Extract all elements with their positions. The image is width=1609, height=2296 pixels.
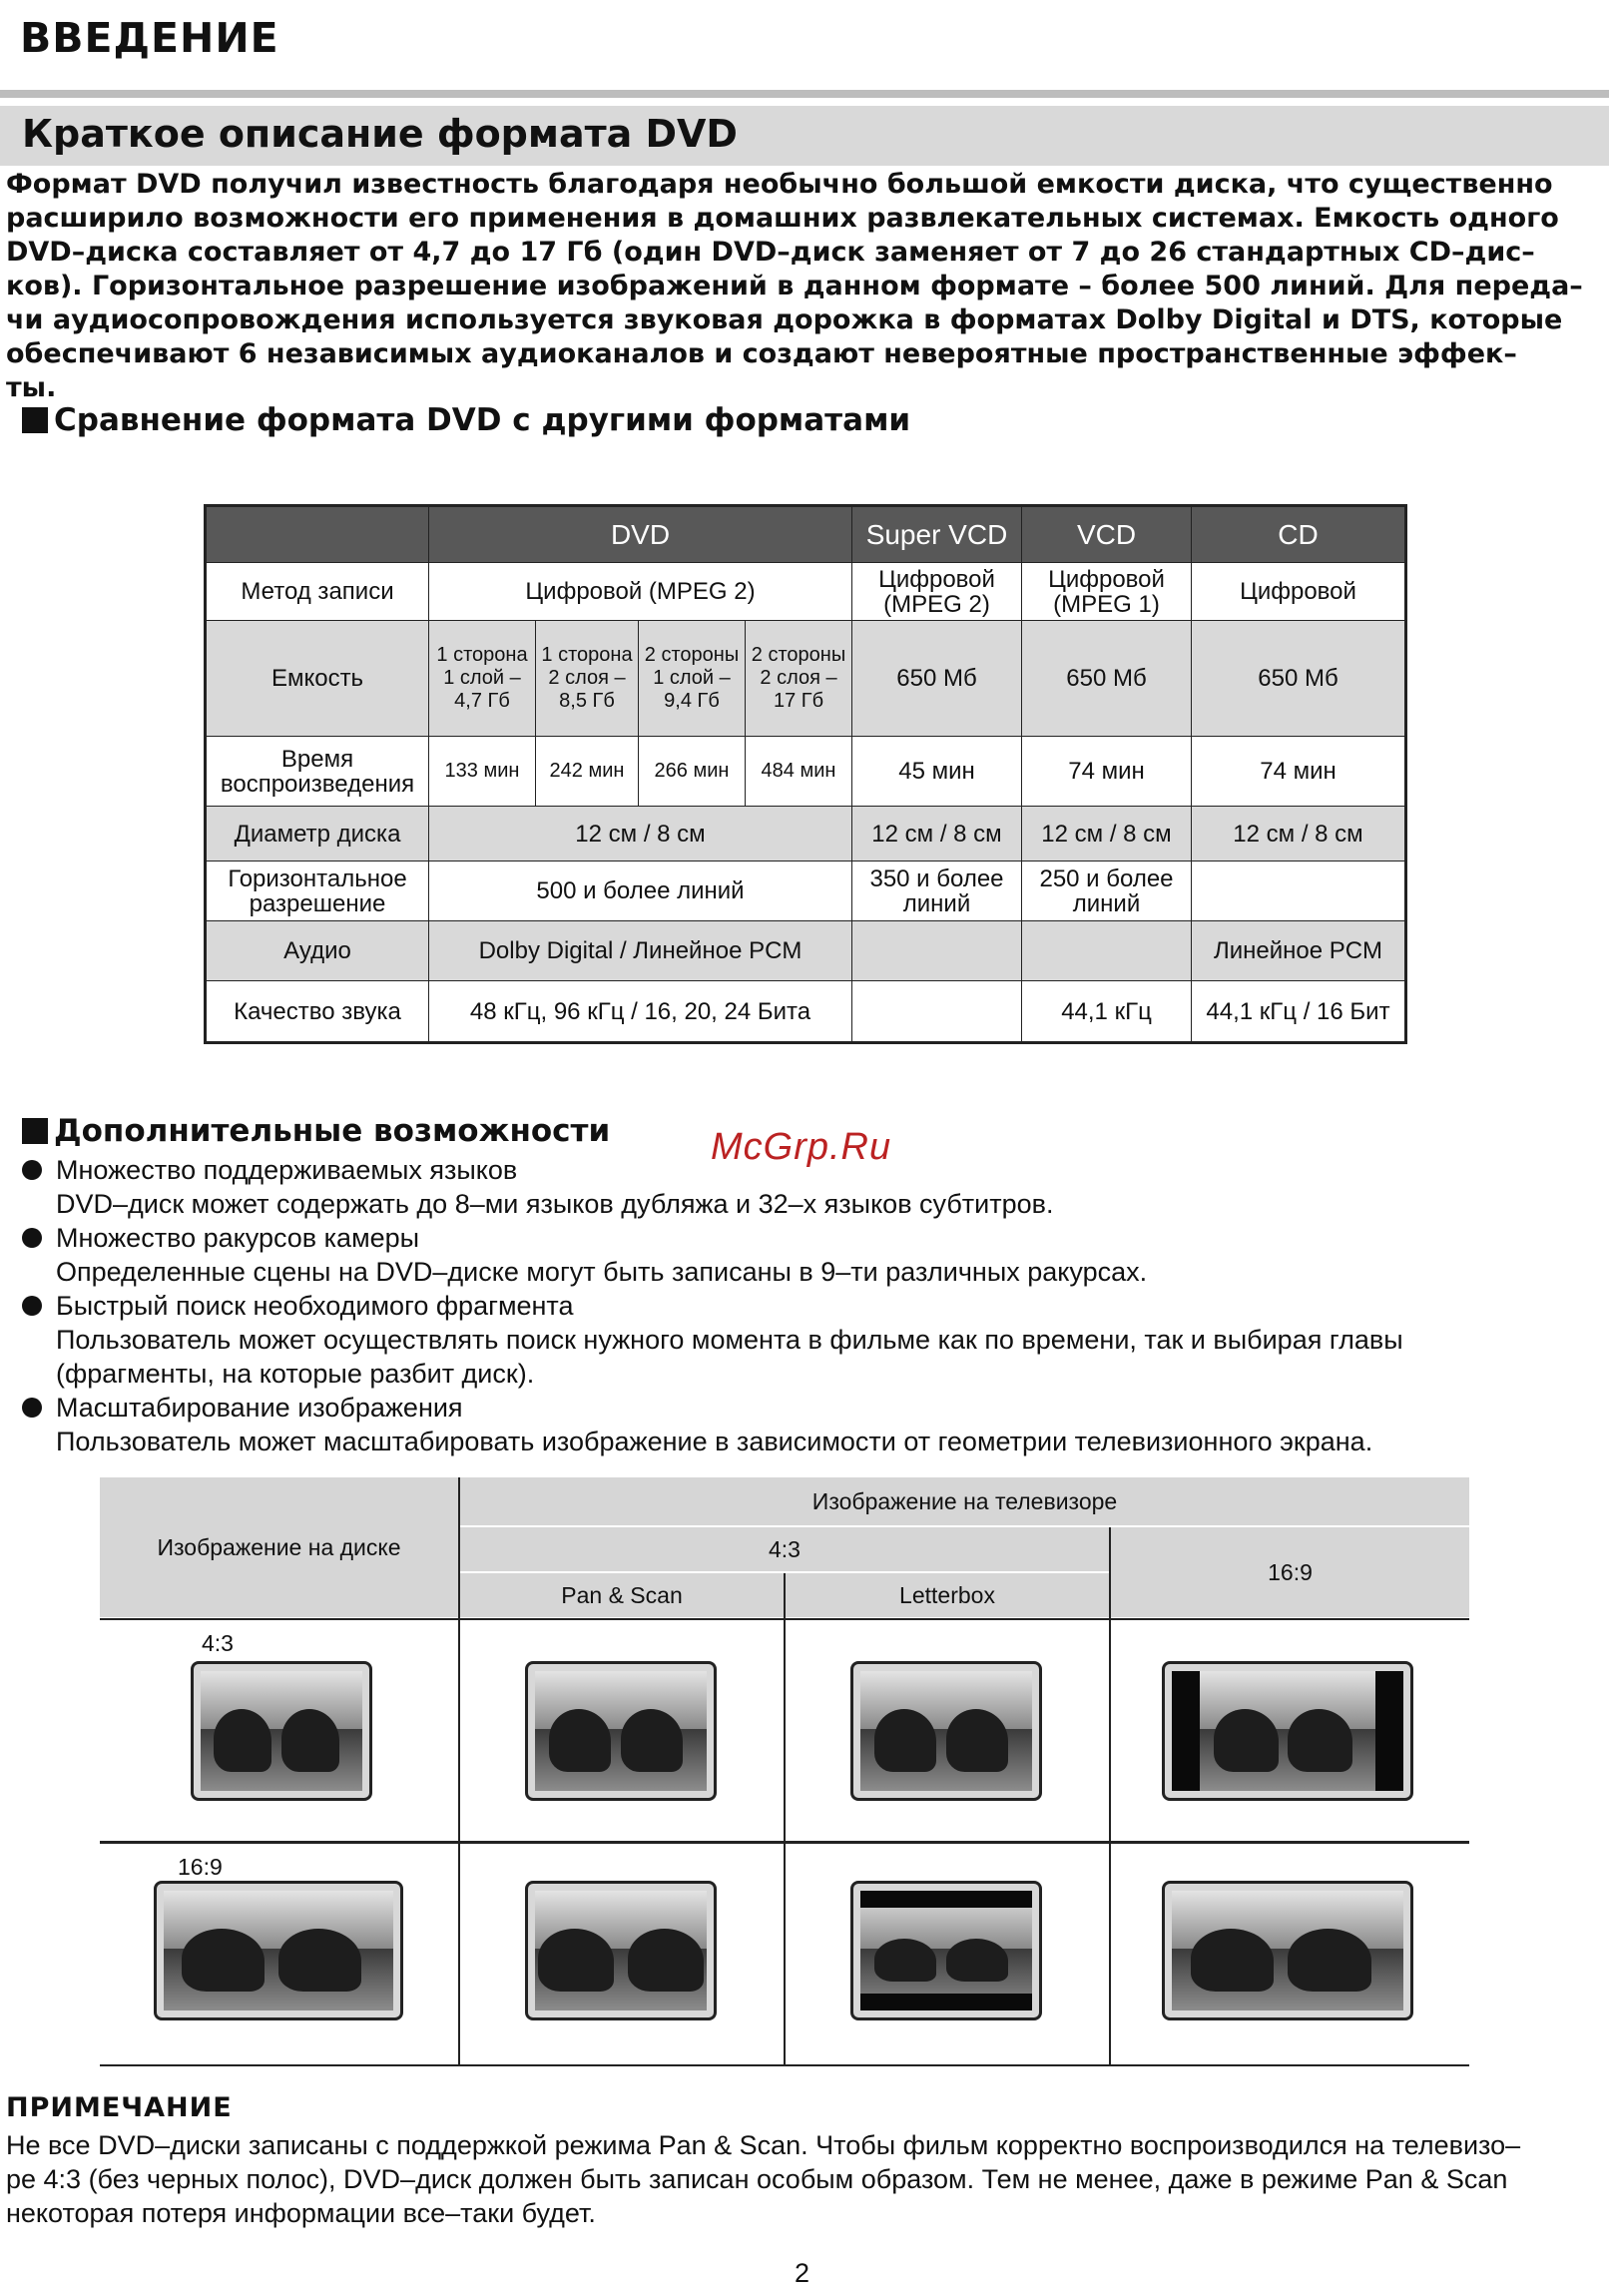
features-list bbox=[22, 1153, 1403, 1458]
list-item-desc: Пользователь может осуществлять поиск нужного момента в фильме как по времени, так и выбирая главы bbox=[56, 1325, 1403, 1355]
table-row bbox=[206, 621, 1406, 737]
square-bullet-icon bbox=[22, 407, 48, 433]
tv-image bbox=[850, 1661, 1042, 1801]
header-43: 4:3 bbox=[460, 1527, 1109, 1571]
divider bbox=[458, 1477, 460, 2066]
table-cell: 74 мин bbox=[1192, 737, 1406, 807]
table-cell bbox=[1022, 921, 1192, 981]
intro-line: чи аудиосопровождения используется звуковая дорожка в форматах Dolby Digital и DTS, которые bbox=[6, 304, 1563, 335]
row-label: Метод записи bbox=[206, 563, 429, 621]
table-row bbox=[206, 981, 1406, 1043]
table-cell: Цифровой (MPEG 1) bbox=[1022, 563, 1192, 621]
page-title: ВВЕДЕНИЕ bbox=[20, 14, 279, 62]
table-cell: 45 мин bbox=[852, 737, 1022, 807]
header-svcd: Super VCD bbox=[852, 506, 1022, 563]
header-disc-image: Изображение на диске bbox=[100, 1477, 458, 1617]
row-label: Аудио bbox=[206, 921, 429, 981]
table-cell: 500 и более линий bbox=[429, 861, 852, 921]
comparison-heading: Сравнение формата DVD с другими форматами bbox=[22, 402, 910, 438]
ratio-tag: 4:3 bbox=[202, 1630, 234, 1656]
header-letterbox: Letterbox bbox=[786, 1573, 1109, 1617]
table-row bbox=[206, 861, 1406, 921]
list-item-desc: (фрагменты, на которые разбит диск). bbox=[56, 1359, 535, 1389]
note-line: некоторая потеря информации все–таки будет. bbox=[6, 2198, 596, 2228]
table-cell: 44,1 кГц / 16 Бит bbox=[1192, 981, 1406, 1043]
table-cell: 133 мин bbox=[429, 737, 536, 807]
section-band bbox=[0, 106, 1609, 166]
table-cell: 74 мин bbox=[1022, 737, 1192, 807]
intro-line: расширило возможности его применения в домашних развлекательных системах. Емкость одного bbox=[6, 203, 1559, 234]
intro-paragraph bbox=[6, 168, 1603, 405]
bullet-icon bbox=[22, 1398, 42, 1418]
table-cell: 44,1 кГц bbox=[1022, 981, 1192, 1043]
tv-image bbox=[191, 1661, 372, 1801]
table-cell: 12 см / 8 см bbox=[1192, 807, 1406, 861]
divider bbox=[784, 1573, 786, 2066]
header-169: 16:9 bbox=[1111, 1527, 1469, 1617]
table-header-row bbox=[206, 506, 1406, 563]
intro-line: DVD–диска составляет от 4,7 до 17 Гб (один DVD–диск заменяет от 7 до 26 стандартных CD–дис– bbox=[6, 237, 1535, 268]
table-row bbox=[206, 563, 1406, 621]
list-item: Быстрый поиск необходимого фрагмента bbox=[22, 1289, 1403, 1323]
list-item: Масштабирование изображения bbox=[22, 1391, 1403, 1425]
table-cell: 650 Мб bbox=[852, 621, 1022, 737]
note-text bbox=[6, 2128, 1603, 2230]
table-cell bbox=[1192, 861, 1406, 921]
table-row bbox=[206, 807, 1406, 861]
table-cell: 1 сторона 2 слоя – 8,5 Гб bbox=[536, 621, 639, 737]
row-label: Время воспроизведения bbox=[206, 737, 429, 807]
table-cell: 650 Мб bbox=[1192, 621, 1406, 737]
row-label: Емкость bbox=[206, 621, 429, 737]
intro-line: обеспечивают 6 независимых аудиоканалов и создают невероятные пространственные эффек– bbox=[6, 338, 1517, 369]
table-cell: 12 см / 8 см bbox=[852, 807, 1022, 861]
table-cell bbox=[852, 921, 1022, 981]
note-line: ре 4:3 (без черных полос), DVD–диск должен быть записан особым образом. Тем не менее, даже в режиме Pan & Scan bbox=[6, 2164, 1508, 2194]
row-label: Горизонтальное разрешение bbox=[206, 861, 429, 921]
table-cell: 250 и более линий bbox=[1022, 861, 1192, 921]
row-label: Диаметр диска bbox=[206, 807, 429, 861]
header-pan-scan: Pan & Scan bbox=[460, 1573, 784, 1617]
table-cell: 242 мин bbox=[536, 737, 639, 807]
section-title: Краткое описание формата DVD bbox=[22, 112, 738, 156]
intro-line: Формат DVD получил известность благодаря необычно большой емкости диска, что существенно bbox=[6, 169, 1553, 200]
list-item-desc: Пользователь может масштабировать изображение в зависимости от геометрии телевизионного экрана. bbox=[56, 1427, 1373, 1456]
header-cd: CD bbox=[1192, 506, 1406, 563]
tv-image bbox=[525, 1881, 717, 2020]
table-cell bbox=[852, 981, 1022, 1043]
table-cell: Линейное PCM bbox=[1192, 921, 1406, 981]
table-cell: Цифровой (MPEG 2) bbox=[429, 563, 852, 621]
intro-line: ков). Горизонтальное разрешение изображений в данном формате – более 500 линий. Для переда– bbox=[6, 271, 1583, 301]
title-rule bbox=[0, 90, 1609, 98]
tv-image bbox=[1162, 1881, 1413, 2020]
table-cell: 1 сторона 1 слой – 4,7 Гб bbox=[429, 621, 536, 737]
watermark: McGrp.Ru bbox=[711, 1126, 892, 1168]
header-empty bbox=[206, 506, 429, 563]
table-cell: 12 см / 8 см bbox=[429, 807, 852, 861]
intro-line: ты. bbox=[6, 372, 57, 403]
ratio-tag: 16:9 bbox=[178, 1854, 223, 1880]
square-bullet-icon bbox=[22, 1118, 48, 1144]
table-row bbox=[206, 921, 1406, 981]
table-cell: 48 кГц, 96 кГц / 16, 20, 24 Бита bbox=[429, 981, 852, 1043]
table-cell: Цифровой (MPEG 2) bbox=[852, 563, 1022, 621]
header-vcd: VCD bbox=[1022, 506, 1192, 563]
comparison-table bbox=[204, 504, 1407, 1044]
table-cell: 12 см / 8 см bbox=[1022, 807, 1192, 861]
table-cell: 650 Мб bbox=[1022, 621, 1192, 737]
tv-image bbox=[850, 1881, 1042, 2020]
list-item: Множество поддерживаемых языков bbox=[22, 1153, 1403, 1187]
page-number: 2 bbox=[795, 2258, 810, 2288]
tv-image bbox=[154, 1881, 403, 2020]
table-cell: 266 мин bbox=[639, 737, 746, 807]
bullet-icon bbox=[22, 1296, 42, 1316]
list-item-desc: Определенные сцены на DVD–диске могут быть записаны в 9–ти различных ракурсах. bbox=[56, 1257, 1148, 1287]
divider bbox=[460, 1525, 1609, 1527]
tv-image bbox=[525, 1661, 717, 1801]
header-dvd: DVD bbox=[429, 506, 852, 563]
header-tv-image: Изображение на телевизоре bbox=[460, 1477, 1469, 1525]
list-item-desc: DVD–диск может содержать до 8–ми языков дубляжа и 32–х языков субтитров. bbox=[56, 1189, 1054, 1219]
note-heading: ПРИМЕЧАНИЕ bbox=[6, 2092, 233, 2123]
divider bbox=[1109, 1527, 1111, 2066]
list-item: Множество ракурсов камеры bbox=[22, 1221, 1403, 1255]
table-cell: 2 стороны 2 слоя – 17 Гб bbox=[746, 621, 852, 737]
features-heading: Дополнительные возможности bbox=[22, 1113, 610, 1149]
bullet-icon bbox=[22, 1160, 42, 1180]
table-cell: Dolby Digital / Линейное PCM bbox=[429, 921, 852, 981]
aspect-ratio-grid bbox=[100, 1477, 1469, 2066]
table-cell: Цифровой bbox=[1192, 563, 1406, 621]
table-cell: 484 мин bbox=[746, 737, 852, 807]
table-cell: 2 стороны 1 слой – 9,4 Гб bbox=[639, 621, 746, 737]
note-line: Не все DVD–диски записаны с поддержкой режима Pan & Scan. Чтобы фильм корректно воспроизводился на телевизо– bbox=[6, 2130, 1521, 2160]
row-label: Качество звука bbox=[206, 981, 429, 1043]
tv-image bbox=[1162, 1661, 1413, 1801]
table-row bbox=[206, 737, 1406, 807]
bullet-icon bbox=[22, 1228, 42, 1248]
table-cell: 350 и более линий bbox=[852, 861, 1022, 921]
